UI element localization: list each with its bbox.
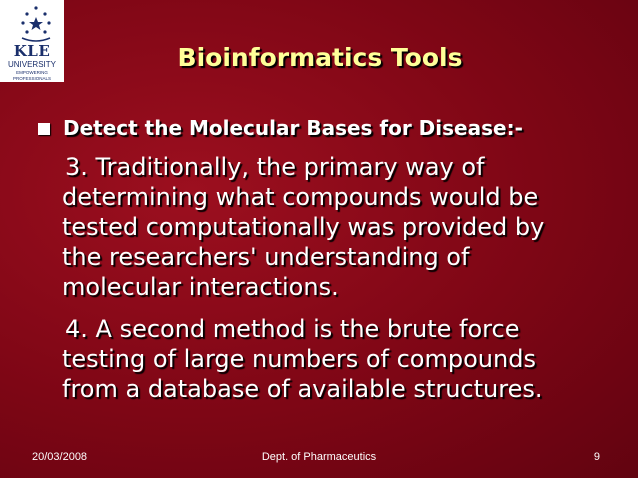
logo-tagline: EMPOWERING PROFESSIONALS xyxy=(12,70,51,81)
paragraph-line: the researchers' understanding of xyxy=(62,243,470,271)
footer-department: Dept. of Pharmaceutics xyxy=(261,451,377,463)
paragraph-line: tested computationally was provided by xyxy=(62,213,545,241)
paragraph-line: testing of large numbers of compounds xyxy=(62,345,536,373)
square-bullet-icon xyxy=(38,123,50,135)
kle-university-logo xyxy=(0,0,64,82)
footer-page-number: 9 xyxy=(593,451,600,463)
paragraph-point-4 xyxy=(62,314,592,404)
paragraph-line: 3. Traditionally, the primary way of xyxy=(65,153,485,181)
paragraph-line: molecular interactions. xyxy=(62,273,339,301)
bullet-heading: Detect the Molecular Bases for Disease:- xyxy=(63,116,523,140)
paragraph-line: 4. A second method is the brute force xyxy=(65,315,520,343)
slide-title: Bioinformatics Tools xyxy=(177,43,463,72)
logo-name: KLE xyxy=(13,42,51,60)
paragraph-line: determining what compounds would be xyxy=(62,183,539,211)
paragraph-point-3 xyxy=(62,152,592,302)
footer-date: 20/03/2008 xyxy=(32,451,88,463)
logo-subtitle: UNIVERSITY xyxy=(7,60,56,69)
paragraph-line: from a database of available structures. xyxy=(62,375,543,403)
stars-emblem-icon xyxy=(0,0,64,44)
